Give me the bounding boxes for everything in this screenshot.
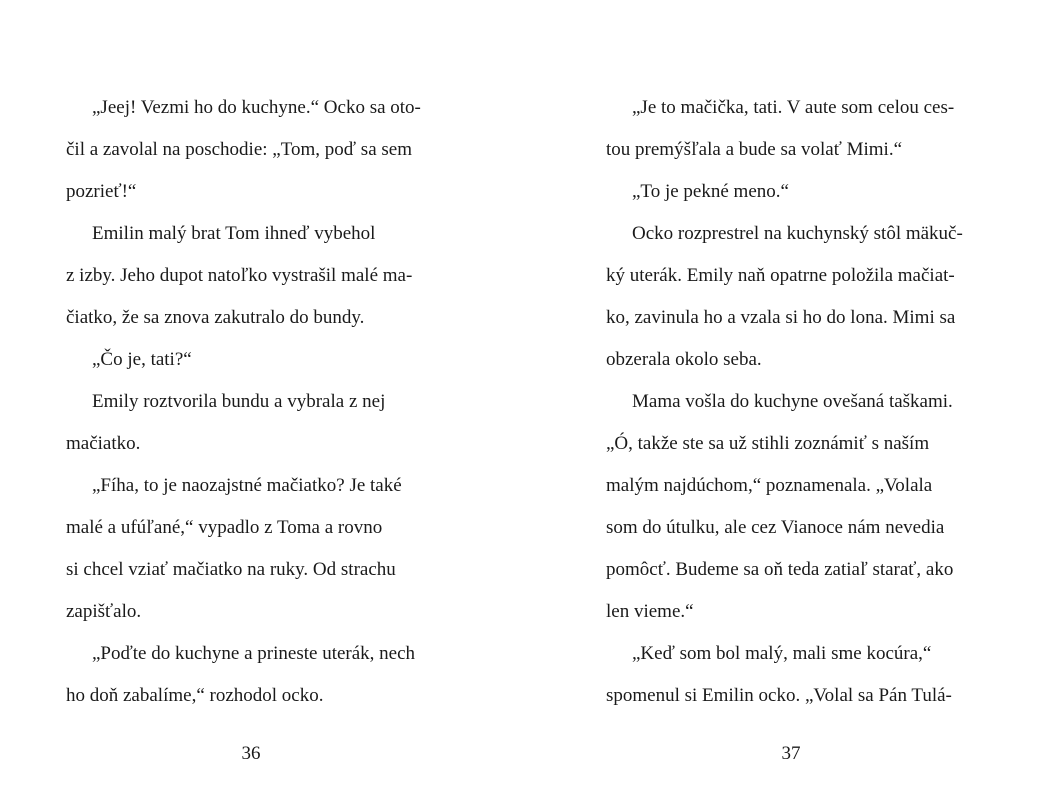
text-line: z izby. Jeho dupot natoľko vystrašil malé ma- <box>66 265 413 286</box>
text-line: tou premýšľala a bude sa volať Mimi.“ <box>606 139 903 160</box>
text-line: Emilin malý brat Tom ihneď vybehol <box>92 223 376 244</box>
text-line: spomenul si Emilin ocko. „Volal sa Pán Tulá- <box>606 685 952 706</box>
text-line: Mama vošla do kuchyne ovešaná taškami. <box>632 391 953 412</box>
text-line: zapišťalo. <box>66 601 142 622</box>
text-line: „Čo je, tati?“ <box>92 349 192 370</box>
text-line: „Fíha, to je naozajstné mačiatko? Je také <box>92 475 402 496</box>
text-line: obzerala okolo seba. <box>606 349 762 370</box>
right-page <box>521 0 1042 800</box>
text-line: „To je pekné meno.“ <box>632 181 789 202</box>
text-line: mačiatko. <box>66 433 141 454</box>
text-line: len vieme.“ <box>606 601 694 622</box>
page-number: 37 <box>781 743 801 764</box>
text-line: čiatko, že sa znova zakutralo do bundy. <box>66 307 365 328</box>
text-line: „Ó, takže ste sa už stihli zoznámiť s naším <box>606 433 930 454</box>
text-line: malým najdúchom,“ poznamenala. „Volala <box>606 475 933 496</box>
text-line: pomôcť. Budeme sa oň teda zatiaľ starať, ako <box>606 559 954 580</box>
text-line: pozrieť!“ <box>66 181 137 202</box>
text-line: čil a zavolal na poschodie: „Tom, poď sa sem <box>66 139 412 160</box>
text-line: ko, zavinula ho a vzala si ho do lona. Mimi sa <box>606 307 956 328</box>
text-line: Ocko rozprestrel na kuchynský stôl mäkuč- <box>632 223 963 244</box>
page-number: 36 <box>241 743 261 764</box>
text-line: „Jeej! Vezmi ho do kuchyne.“ Ocko sa oto- <box>92 97 421 118</box>
text-line: si chcel vziať mačiatko na ruky. Od strachu <box>66 559 396 580</box>
text-line: som do útulku, ale cez Vianoce nám nevedia <box>606 517 945 538</box>
text-line: ký uterák. Emily naň opatrne položila mačiat- <box>606 265 955 286</box>
text-line: „Je to mačička, tati. V aute som celou ces- <box>632 97 955 118</box>
text-line: Emily roztvorila bundu a vybrala z nej <box>92 391 386 412</box>
text-line: ho doň zabalíme,“ rozhodol ocko. <box>66 685 324 706</box>
text-line: malé a ufúľané,“ vypadlo z Toma a rovno <box>66 517 383 538</box>
text-line: „Keď som bol malý, mali sme kocúra,“ <box>632 643 932 664</box>
text-line: „Poďte do kuchyne a prineste uterák, nech <box>92 643 416 664</box>
